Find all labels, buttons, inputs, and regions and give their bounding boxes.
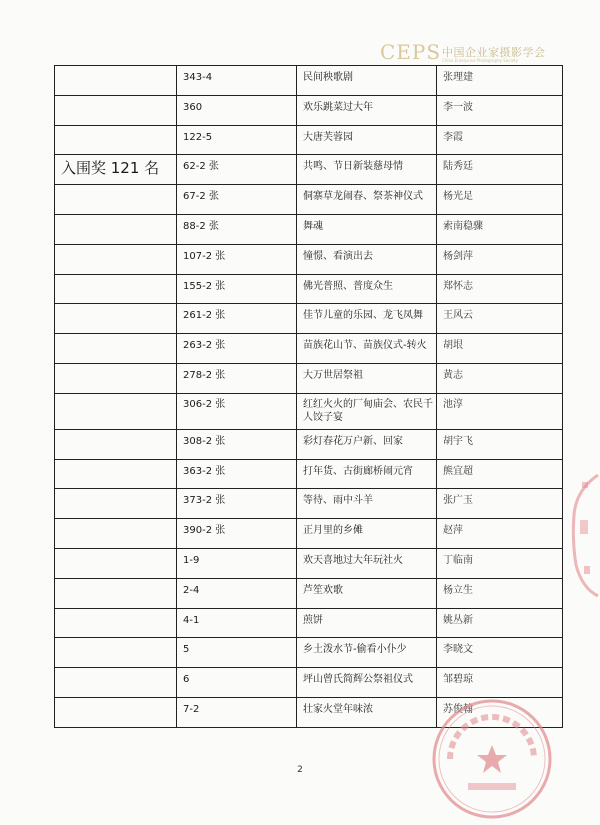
work-title: 红红火火的厂甸庙会、农民千人饺子宴	[303, 398, 433, 423]
entry-number-cell	[177, 66, 297, 96]
work-title-cell	[297, 489, 437, 519]
work-title-cell	[297, 155, 437, 185]
work-title-cell	[297, 697, 437, 727]
author-name-cell	[437, 244, 563, 274]
entry-number-cell	[177, 638, 297, 668]
entry-number: 5	[183, 644, 190, 656]
work-title: 侗寨草龙闹春、祭茶神仪式	[303, 191, 423, 203]
category-cell	[55, 185, 177, 215]
author-name-cell	[437, 519, 563, 549]
work-title: 大万世居祭祖	[303, 369, 363, 381]
category-cell	[55, 668, 177, 698]
entry-number-cell	[177, 155, 297, 185]
partial-seal-stamp	[568, 470, 600, 600]
author-name: 熊宜超	[443, 465, 473, 477]
author-name-cell	[437, 214, 563, 244]
category-cell	[55, 429, 177, 459]
author-name: 姚丛新	[443, 614, 473, 626]
author-name-cell	[437, 66, 563, 96]
entry-number: 4-1	[183, 614, 200, 626]
entry-number-cell	[177, 668, 297, 698]
page-number: 2	[297, 765, 303, 775]
entry-number: 2-4	[183, 584, 200, 596]
entry-number-cell	[177, 429, 297, 459]
author-name: 陆秀廷	[443, 161, 473, 173]
entry-number-cell	[177, 95, 297, 125]
author-name-cell	[437, 489, 563, 519]
table-row	[55, 608, 563, 638]
author-name: 杨光足	[443, 191, 473, 203]
author-name-cell	[437, 638, 563, 668]
entry-number-cell	[177, 125, 297, 155]
entry-number: 360	[183, 101, 203, 113]
entry-number-cell	[177, 185, 297, 215]
work-title: 乡土泼水节-偷看小仆少	[303, 644, 407, 656]
work-title: 欢天喜地过大年玩社火	[303, 554, 403, 566]
work-title: 打年货、古街廊桥闹元宵	[303, 465, 413, 477]
work-title: 正月里的乡傩	[303, 525, 363, 537]
ceps-logo	[380, 42, 580, 64]
author-name: 王风云	[443, 310, 473, 322]
table-row	[55, 155, 563, 185]
category-cell	[55, 95, 177, 125]
category-cell	[55, 489, 177, 519]
logo-mark: CEPS	[380, 40, 442, 64]
category-cell	[55, 608, 177, 638]
work-title: 佳节儿童的乐园、龙飞凤舞	[303, 310, 423, 322]
author-name: 胡宇飞	[443, 435, 473, 447]
table-row	[55, 95, 563, 125]
official-seal-stamp	[428, 695, 556, 823]
author-name: 胡垠	[443, 340, 463, 352]
entry-number: 363-2 张	[183, 465, 226, 477]
work-title-cell	[297, 363, 437, 393]
author-name: 张广玉	[443, 495, 473, 507]
author-name-cell	[437, 668, 563, 698]
work-title: 佛光普照、普度众生	[303, 280, 393, 292]
entry-number-cell	[177, 393, 297, 429]
work-title: 壮家火堂年味浓	[303, 703, 373, 715]
entry-number: 88-2 张	[183, 220, 219, 232]
work-title-cell	[297, 638, 437, 668]
table-row	[55, 66, 563, 96]
work-title-cell	[297, 334, 437, 364]
category-cell	[55, 393, 177, 429]
author-name-cell	[437, 429, 563, 459]
entry-number-cell	[177, 578, 297, 608]
work-title-cell	[297, 429, 437, 459]
work-title-cell	[297, 244, 437, 274]
category-cell	[55, 334, 177, 364]
work-title-cell	[297, 393, 437, 429]
category-cell	[55, 66, 177, 96]
category-cell	[55, 578, 177, 608]
category-cell	[55, 304, 177, 334]
category-cell	[55, 548, 177, 578]
author-name: 池淳	[443, 398, 463, 410]
entry-number: 62-2 张	[183, 161, 219, 173]
author-name: 李一波	[443, 101, 473, 113]
work-title: 等待、雨中斗羊	[303, 495, 373, 507]
entry-number: 155-2 张	[183, 280, 226, 292]
author-name: 赵萍	[443, 525, 463, 537]
table-row	[55, 185, 563, 215]
entry-number-cell	[177, 274, 297, 304]
table-row	[55, 274, 563, 304]
entry-number: 6	[183, 674, 190, 686]
entry-number: 263-2 张	[183, 340, 226, 352]
work-title-cell	[297, 668, 437, 698]
author-name: 郑怀志	[443, 280, 473, 292]
category-cell	[55, 155, 177, 185]
entry-number-cell	[177, 608, 297, 638]
entry-number-cell	[177, 489, 297, 519]
author-name: 李霞	[443, 131, 463, 143]
author-name: 丁临南	[443, 554, 473, 566]
entry-number: 343-4	[183, 72, 213, 83]
work-title: 苗族花山节、苗族仪式-转火	[303, 340, 427, 352]
category-cell	[55, 244, 177, 274]
entry-number: 278-2 张	[183, 369, 226, 381]
table-row	[55, 393, 563, 429]
author-name: 索南稳骤	[443, 220, 483, 232]
author-name-cell	[437, 185, 563, 215]
entry-number: 67-2 张	[183, 191, 219, 203]
author-name-cell	[437, 95, 563, 125]
author-name-cell	[437, 125, 563, 155]
table-row	[55, 125, 563, 155]
table-row	[55, 304, 563, 334]
entry-number: 373-2 张	[183, 495, 226, 507]
logo-english-name: China Enterprise Photography Society	[442, 58, 518, 63]
category-cell	[55, 274, 177, 304]
entry-number-cell	[177, 214, 297, 244]
author-name-cell	[437, 155, 563, 185]
author-name-cell	[437, 274, 563, 304]
work-title-cell	[297, 274, 437, 304]
entry-number: 306-2 张	[183, 398, 226, 410]
table-row	[55, 429, 563, 459]
category-cell	[55, 459, 177, 489]
entry-number-cell	[177, 363, 297, 393]
work-title-cell	[297, 304, 437, 334]
work-title: 彩灯春花万户新、回家	[303, 435, 403, 447]
author-name: 黄志	[443, 369, 463, 381]
entry-number-cell	[177, 244, 297, 274]
entry-number: 261-2 张	[183, 310, 226, 322]
author-name: 张理建	[443, 72, 473, 83]
work-title-cell	[297, 66, 437, 96]
entry-number: 107-2 张	[183, 250, 226, 262]
work-title: 欢乐跳菜过大年	[303, 101, 373, 113]
work-title: 憧憬、看演出去	[303, 250, 373, 262]
author-name-cell	[437, 334, 563, 364]
work-title-cell	[297, 608, 437, 638]
entry-number-cell	[177, 459, 297, 489]
table-row	[55, 668, 563, 698]
entry-number-cell	[177, 334, 297, 364]
work-title-cell	[297, 578, 437, 608]
work-title-cell	[297, 548, 437, 578]
category-label: 入围奖 121 名	[61, 159, 160, 178]
author-name-cell	[437, 363, 563, 393]
table-row	[55, 244, 563, 274]
entry-number: 390-2 张	[183, 525, 226, 537]
work-title-cell	[297, 214, 437, 244]
work-title: 坪山曾氏简辉公祭祖仪式	[303, 674, 413, 686]
table-row	[55, 638, 563, 668]
work-title: 舞魂	[303, 220, 323, 232]
table-row	[55, 214, 563, 244]
author-name-cell	[437, 578, 563, 608]
entry-number: 7-2	[183, 703, 200, 715]
work-title: 煎饼	[303, 614, 323, 626]
entry-number: 1-9	[183, 554, 200, 566]
entry-number-cell	[177, 304, 297, 334]
category-cell	[55, 638, 177, 668]
entry-number-cell	[177, 548, 297, 578]
table-row	[55, 489, 563, 519]
work-title-cell	[297, 459, 437, 489]
entry-number-cell	[177, 519, 297, 549]
work-title-cell	[297, 95, 437, 125]
category-cell	[55, 214, 177, 244]
award-list-table	[54, 65, 563, 728]
entry-number: 308-2 张	[183, 435, 226, 447]
author-name-cell	[437, 608, 563, 638]
category-cell	[55, 697, 177, 727]
author-name-cell	[437, 304, 563, 334]
author-name: 苏俊翰	[443, 703, 473, 715]
author-name: 杨剑萍	[443, 250, 473, 262]
table-row	[55, 578, 563, 608]
table-row	[55, 519, 563, 549]
work-title: 民间秧歌剧	[303, 72, 353, 83]
entry-number-cell	[177, 697, 297, 727]
author-name-cell	[437, 548, 563, 578]
author-name-cell	[437, 393, 563, 429]
work-title: 共鸣、节日新装慈母情	[303, 161, 403, 173]
work-title: 芦笙欢歌	[303, 584, 343, 596]
table-row	[55, 548, 563, 578]
entry-number: 122-5	[183, 131, 213, 143]
author-name: 杨立生	[443, 584, 473, 596]
category-cell	[55, 363, 177, 393]
category-cell	[55, 125, 177, 155]
table-row	[55, 334, 563, 364]
work-title-cell	[297, 125, 437, 155]
logo-chinese-name: 中国企业家摄影学会	[442, 46, 546, 59]
author-name-cell	[437, 459, 563, 489]
author-name: 邹碧琼	[443, 674, 473, 686]
table-row	[55, 363, 563, 393]
work-title-cell	[297, 185, 437, 215]
work-title: 大唐芙蓉园	[303, 131, 353, 143]
author-name: 李晓文	[443, 644, 473, 656]
work-title-cell	[297, 519, 437, 549]
category-cell	[55, 519, 177, 549]
table-row	[55, 459, 563, 489]
